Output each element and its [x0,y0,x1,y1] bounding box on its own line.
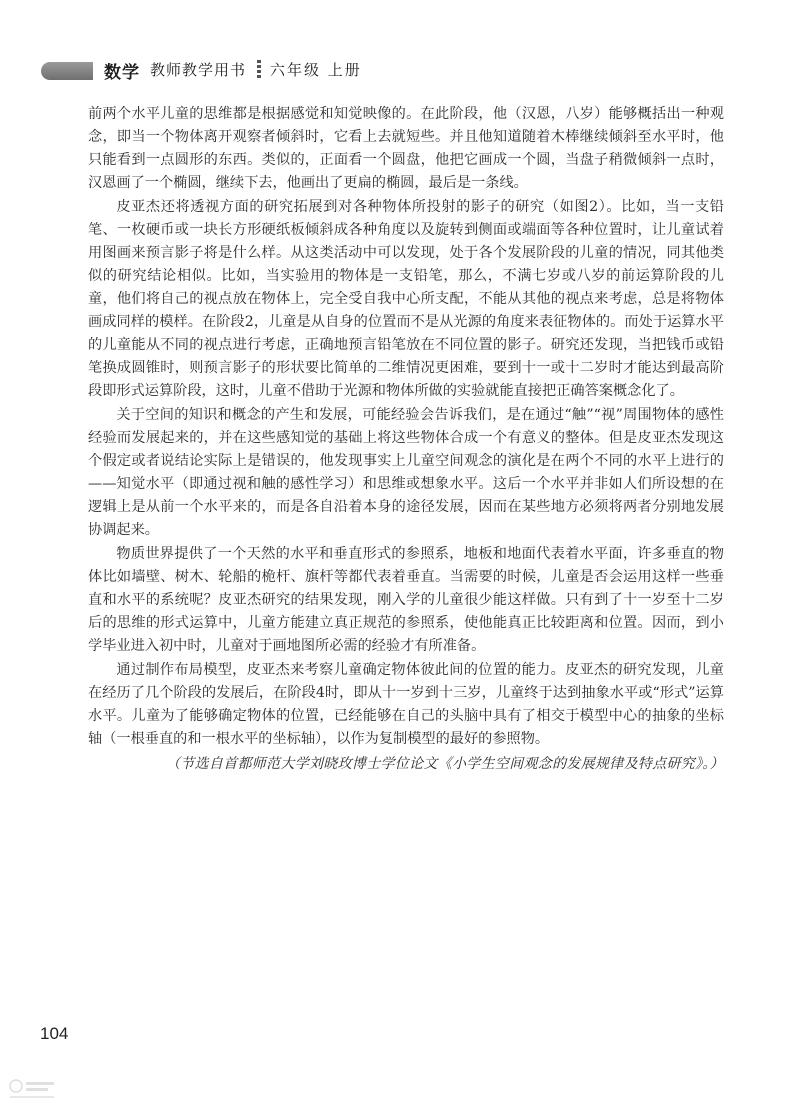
header-book-title: 教师教学用书 [150,61,247,79]
header-separator [257,60,261,80]
header-tab-bar [41,62,93,80]
header-subject: 数学 [104,63,140,83]
paragraph-5: 通过制作布局模型，皮亚杰来考察儿童确定物体彼此间的位置的能力。皮亚杰的研究发现，儿童在经历了几个阶段的发展后，在阶段4时，即从十一岁到十三岁，儿童终于达到抽象水平或“形式”运算水平。儿童为了能够确定物体的位置，已经能够在自己的头脑中具有了相交于模型中心的抽象的坐标轴（一根垂直的和一根水平的坐标轴），以作为复制模型的最好的参照物。 [88,662,724,747]
watermark-logo-icon [6,1074,58,1104]
header-grade: 六年级 上册 [270,61,362,79]
paragraph-2: 皮亚杰还将透视方面的研究拓展到对各种物体所投射的影子的研究（如图2）。比如，当一支铅笔、一枚硬币或一块长方形硬纸板倾斜成各种角度以及旋转到侧面或端面等各种位置时，让儿童试着用图画来预言影子将是什么样。从这类活动中可以发现，处于各个发展阶段的儿童的情况，同其他类似的研究结论相似。比如，当实验用的物体是一支铅笔，那么，不满七岁或八岁的前运算阶段的儿童，他们将自己的视点放在物体上，完全受自我中心所支配，不能从其他的视点来考虑，总是将物体画成同样的模样。在阶段2，儿童是从自身的位置而不是从光源的角度来表征物体的。而处于运算水平的儿童能从不同的视点进行考虑，正确地预言铅笔放在不同位置的影子。研究还发现，当把钱币或铅笔换成圆锥时，则预言影子的形状要比简单的二维情况更困难，要到十一或十二岁时才能达到最高阶段即形式运算阶段，这时，儿童不借助于光源和物体所做的实验就能直接把正确答案概念化了。 [88,199,724,399]
paragraph-4: 物质世界提供了一个天然的水平和垂直形式的参照系，地板和地面代表着水平面，许多垂直的物体比如墙壁、树木、轮船的桅杆、旗杆等都代表着垂直。当需要的时候，儿童是否会运用这样一些垂直和水平的系统呢？皮亚杰研究的结果发现，刚入学的儿童很少能这样做。只有到了十一岁至十二岁后的思维的形式运算中，儿童方能建立真正规范的参照系，使他能真正比较距离和位置。因而，到小学毕业进入初中时，儿童对于画地图所必需的经验才有所准备。 [88,546,724,654]
body-text [88,103,724,776]
source-citation: （节选自首都师范大学刘晓玫博士学位论文《小学生空间观念的发展规律及特点研究》。） [166,756,724,772]
paragraph-3: 关于空间的知识和概念的产生和发展，可能经验会告诉我们，是在通过“触”“视”周围物体的感性经验而发展起来的，并在这些感知觉的基础上将这些物体合成一个有意义的整体。但是皮亚杰发现这个假定或者说结论实际上是错误的，他发现事实上儿童空间观念的演化是在两个不同的水平上进行的——知觉水平（即通过视和触的感性学习）和思维或想象水平。这后一个水平并非如人们所设想的在逻辑上是从前一个水平来的，而是各自沿着本身的途径发展，因而在某些地方必须将两者分别地发展协调起来。 [88,407,724,538]
running-header [0,0,800,95]
paragraph-1: 前两个水平儿童的思维都是根据感觉和知觉映像的。在此阶段，他（汉恩，八岁）能够概括出一种观念，即当一个物体离开观察者倾斜时，它看上去就短些。并且他知道随着木棒继续倾斜至水平时，他只能看到一点圆形的东西。类似的，正面看一个圆盘，他把它画成一个圆，当盘子稍微倾斜一点时，汉恩画了一个椭圆，继续下去，他画出了更扁的椭圆，最后是一条线。 [88,106,724,191]
page-number: 104 [40,1024,69,1043]
